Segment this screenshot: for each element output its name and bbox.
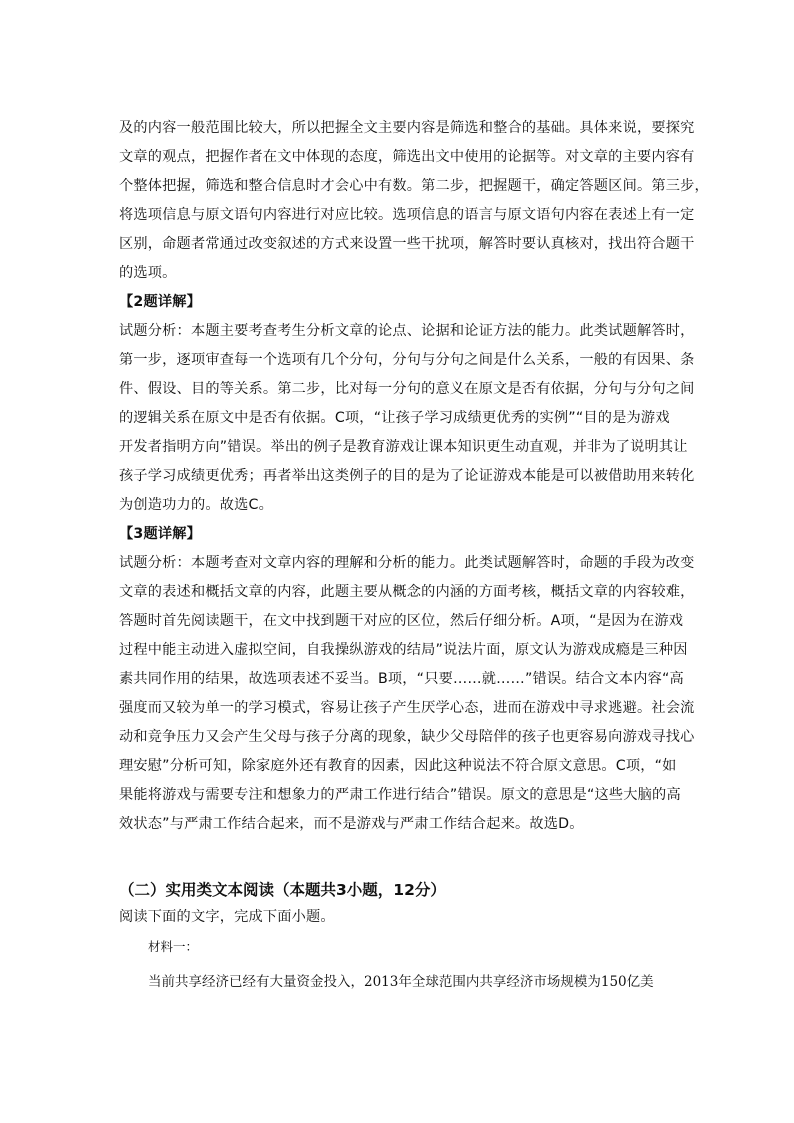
text-line: 将选项信息与原文语句内容进行对应比较。选项信息的语言与原文语句内容在表述上有一定 (119, 207, 695, 223)
text-line: 件、假设、目的等关系。第二步，比对每一分句的意义在原文是否有依据，分句与分句之间 (119, 381, 695, 397)
text-line: 区别，命题者常通过改变叙述的方式来设置一些干扰项，解答时要认真核对，找出符合题干 (119, 236, 695, 252)
text-line: 答题时首先阅读题干，在文中找到题干对应的区位，然后仔细分析。A项，“是因为在游戏 (119, 613, 684, 629)
text-line: 文章的表述和概括文章的内容，此题主要从概念的内涵的方面考核，概括文章的内容较难， (119, 584, 695, 600)
text-line: 的选项。 (119, 265, 177, 281)
text-line: 过程中能主动进入虚拟空间，自我操纵游戏的结局”说法片面，原文认为游戏成瘾是三种因 (119, 642, 688, 658)
text-line: 强度而又较为单一的学习模式，容易让孩子产生厌学心态，进而在游戏中寻求逃避。社会流 (119, 700, 695, 716)
text-line: 为创造功力的。故选C。 (119, 497, 273, 513)
text-line: 及的内容一般范围比较大，所以把握全文主要内容是筛选和整合的基础。具体来说，要探究 (119, 120, 695, 136)
material-label: 材料一： (148, 939, 199, 954)
text-line: 的逻辑关系在原文中是否有依据。C项，“让孩子学习成绩更优秀的实例”“目的是为游戏 (119, 410, 670, 426)
text-line: 孩子学习成绩更优秀；再者举出这类例子的目的是为了论证游戏本能是可以被借助用来转化 (119, 468, 695, 484)
text-line: 个整体把握，筛选和整合信息时才会心中有数。第二步，把握题干，确定答题区间。第三步， (119, 178, 709, 194)
section-title: （二）实用类文本阅读（本题共3小题，12分） (119, 881, 446, 899)
text-line: 果能将游戏与需要专注和想象力的严肃工作进行结合”错误。原文的意思是“这些大脑的高 (119, 787, 681, 803)
text-line: 试题分析：本题考查对文章内容的理解和分析的能力。此类试题解答时，命题的手段为改变 (119, 555, 695, 571)
text-line: 效状态”与严肃工作结合起来，而不是游戏与严肃工作结合起来。故选D。 (119, 816, 584, 832)
text-line: 第一步，逐项审查每一个选项有几个分句，分句与分句之间是什么关系，一般的有因果、条 (119, 352, 695, 368)
text-line: 理安慰”分析可知，除家庭外还有教育的因素，因此这种说法不符合原文意思。C项，“如 (119, 758, 677, 774)
text-line: 动和竞争压力又会产生父母与孩子分离的现象，缺少父母陪伴的孩子也更容易向游戏寻找心 (119, 729, 695, 745)
instruction-text: 阅读下面的文字，完成下面小题。 (119, 909, 335, 925)
text-line: 文章的观点，把握作者在文中体现的态度，筛选出文中使用的论据等。对文章的主要内容有 (119, 149, 695, 165)
material-text: 当前共享经济已经有大量资金投入，2013年全球范围内共享经济市场规模为150亿美 (148, 974, 654, 990)
text-line: 开发者指明方向”错误。举出的例子是教育游戏让课本知识更生动直观，并非为了说明其让 (119, 439, 688, 455)
text-line: 素共同作用的结果，故选项表述不妥当。B项，“只要……就……”错误。结合文本内容“高 (119, 671, 684, 687)
question-2-heading: 【2题详解】 (119, 294, 202, 310)
question-3-heading: 【3题详解】 (119, 526, 202, 542)
text-line: 试题分析：本题主要考查考生分析文章的论点、论据和论证方法的能力。此类试题解答时， (119, 323, 695, 339)
